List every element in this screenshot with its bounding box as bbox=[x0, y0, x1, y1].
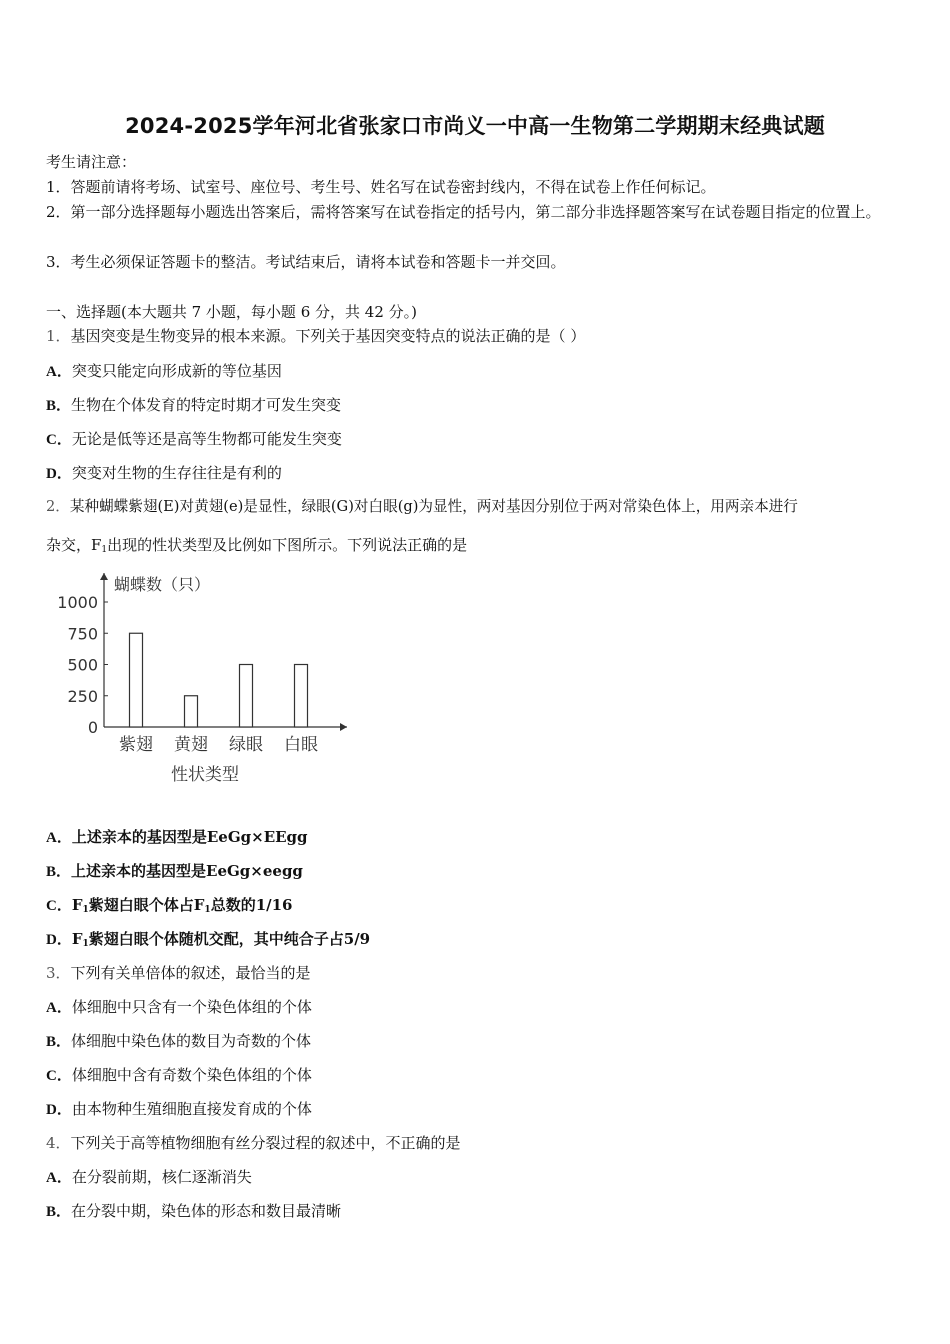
option-text: 上述亲本的基因型是EeGg×EEgg bbox=[71, 828, 308, 846]
option-text: 由本物种生殖细胞直接发育成的个体 bbox=[71, 1100, 312, 1118]
option-c bbox=[46, 1065, 906, 1086]
option-text: 生物在个体发育的特定时期才可发生突变 bbox=[71, 396, 342, 414]
option-d bbox=[46, 929, 906, 954]
question-stem: 某种蝴蝶紫翅(E)对黄翅(e)是显性，绿眼(G)对白眼(g)为显性，两对基因分别位于两对常染色体上，用两亲本进行 bbox=[69, 498, 798, 515]
option-text: 突变对生物的生存往往是有利的 bbox=[71, 464, 282, 482]
notice-heading: 考生请注意： bbox=[46, 153, 137, 171]
subscript: 1 bbox=[101, 545, 108, 555]
option-letter: B． bbox=[46, 864, 72, 880]
option-b bbox=[46, 1201, 906, 1222]
question-2-stem-cont bbox=[46, 535, 906, 560]
option-d bbox=[46, 1099, 906, 1120]
option-text: $F_1$紫翅白眼个体随机交配，其中纯合子占5/9 bbox=[71, 930, 371, 949]
question-stem: 基因突变是生物变异的根本来源。下列关于基因突变特点的说法正确的是（ ） bbox=[70, 327, 586, 345]
x-tick-label: 绿眼 bbox=[229, 735, 263, 755]
question-number: 2． bbox=[46, 498, 70, 515]
option-b bbox=[46, 395, 906, 416]
x-tick-label: 白眼 bbox=[284, 735, 318, 755]
y-axis-label: 蝴蝶数（只） bbox=[114, 575, 211, 594]
option-text: 在分裂中期，染色体的形态和数目最清晰 bbox=[71, 1202, 342, 1220]
option-letter: C． bbox=[46, 898, 72, 914]
option-text: 上述亲本的基因型是EeGg×eegg bbox=[71, 862, 303, 880]
y-axis-arrow bbox=[100, 573, 108, 580]
question-number: 1． bbox=[46, 327, 71, 345]
y-tick-label: 250 bbox=[67, 686, 98, 706]
option-text: 体细胞中染色体的数目为奇数的个体 bbox=[71, 1032, 312, 1050]
option-text: 体细胞中含有奇数个染色体组的个体 bbox=[71, 1066, 312, 1084]
y-tick-label: 750 bbox=[67, 624, 98, 644]
page-title: 2024-2025学年河北省张家口市尚义一中高一生物第二学期期末经典试题 bbox=[125, 114, 825, 138]
option-text: 突变只能定向形成新的等位基因 bbox=[71, 362, 282, 380]
y-tick-label: 500 bbox=[67, 655, 98, 675]
y-tick-label: 1000 bbox=[57, 593, 98, 612]
question-number: 3． bbox=[46, 964, 71, 982]
option-letter: A． bbox=[46, 364, 72, 380]
option-text: 无论是低等还是高等生物都可能发生突变 bbox=[71, 430, 342, 448]
option-c bbox=[46, 429, 906, 450]
bar bbox=[130, 633, 143, 727]
bar bbox=[240, 665, 253, 728]
option-letter: A． bbox=[46, 1000, 72, 1016]
question-1 bbox=[46, 326, 906, 346]
stem-text: 出现的性状类型及比例如下图所示。下列说法正确的是 bbox=[107, 536, 468, 554]
option-letter: C． bbox=[46, 1068, 72, 1084]
option-a bbox=[46, 997, 906, 1018]
stem-text: 杂交，F bbox=[46, 536, 102, 554]
option-letter: B． bbox=[46, 1204, 72, 1220]
option-c bbox=[46, 895, 906, 920]
option-letter: A． bbox=[46, 830, 72, 846]
option-letter: A． bbox=[46, 1170, 72, 1186]
bar bbox=[295, 665, 308, 728]
option-text: 在分裂前期，核仁逐渐消失 bbox=[71, 1168, 252, 1186]
x-tick-label: 黄翅 bbox=[174, 735, 208, 755]
option-b bbox=[46, 861, 906, 882]
question-4 bbox=[46, 1133, 906, 1153]
x-axis-arrow bbox=[340, 723, 347, 731]
option-a bbox=[46, 827, 906, 848]
option-letter: D． bbox=[46, 932, 72, 948]
question-2 bbox=[46, 497, 906, 517]
bar bbox=[185, 696, 198, 727]
notice-item: 3．考生必须保证答题卡的整洁。考试结束后，请将本试卷和答题卡一并交回。 bbox=[46, 253, 566, 271]
option-letter: D． bbox=[46, 466, 72, 482]
option-text: $F_1$紫翅白眼个体占$F_1$总数的1/16 bbox=[71, 896, 293, 915]
option-a bbox=[46, 1167, 906, 1188]
x-tick-label: 紫翅 bbox=[119, 735, 153, 755]
y-tick-label: 0 bbox=[87, 718, 98, 737]
option-a bbox=[46, 361, 906, 382]
x-axis-label: 性状类型 bbox=[171, 765, 239, 785]
question-number: 4． bbox=[46, 1134, 71, 1152]
option-letter: C． bbox=[46, 432, 72, 448]
question-stem: 下列有关单倍体的叙述，最恰当的是 bbox=[70, 964, 311, 982]
notice-item: 2．第一部分选择题每小题选出答案后，需将答案写在试卷指定的括号内，第二部分非选择题答案写在试卷题目指定的位置上。 bbox=[46, 203, 881, 221]
notice-item: 1．答题前请将考场、试室号、座位号、考生号、姓名写在试卷密封线内，不得在试卷上作任何标记。 bbox=[46, 178, 716, 196]
section-heading: 一、选择题(本大题共 7 小题，每小题 6 分，共 42 分。) bbox=[46, 303, 417, 321]
option-letter: B． bbox=[46, 398, 72, 414]
question-3 bbox=[46, 963, 906, 983]
option-d bbox=[46, 463, 906, 484]
question-stem: 下列关于高等植物细胞有丝分裂过程的叙述中，不正确的是 bbox=[70, 1134, 461, 1152]
option-letter: B． bbox=[46, 1034, 72, 1050]
option-letter: D． bbox=[46, 1102, 72, 1118]
option-text: 体细胞中只含有一个染色体组的个体 bbox=[71, 998, 312, 1016]
bar-chart bbox=[52, 565, 352, 795]
option-b bbox=[46, 1031, 906, 1052]
